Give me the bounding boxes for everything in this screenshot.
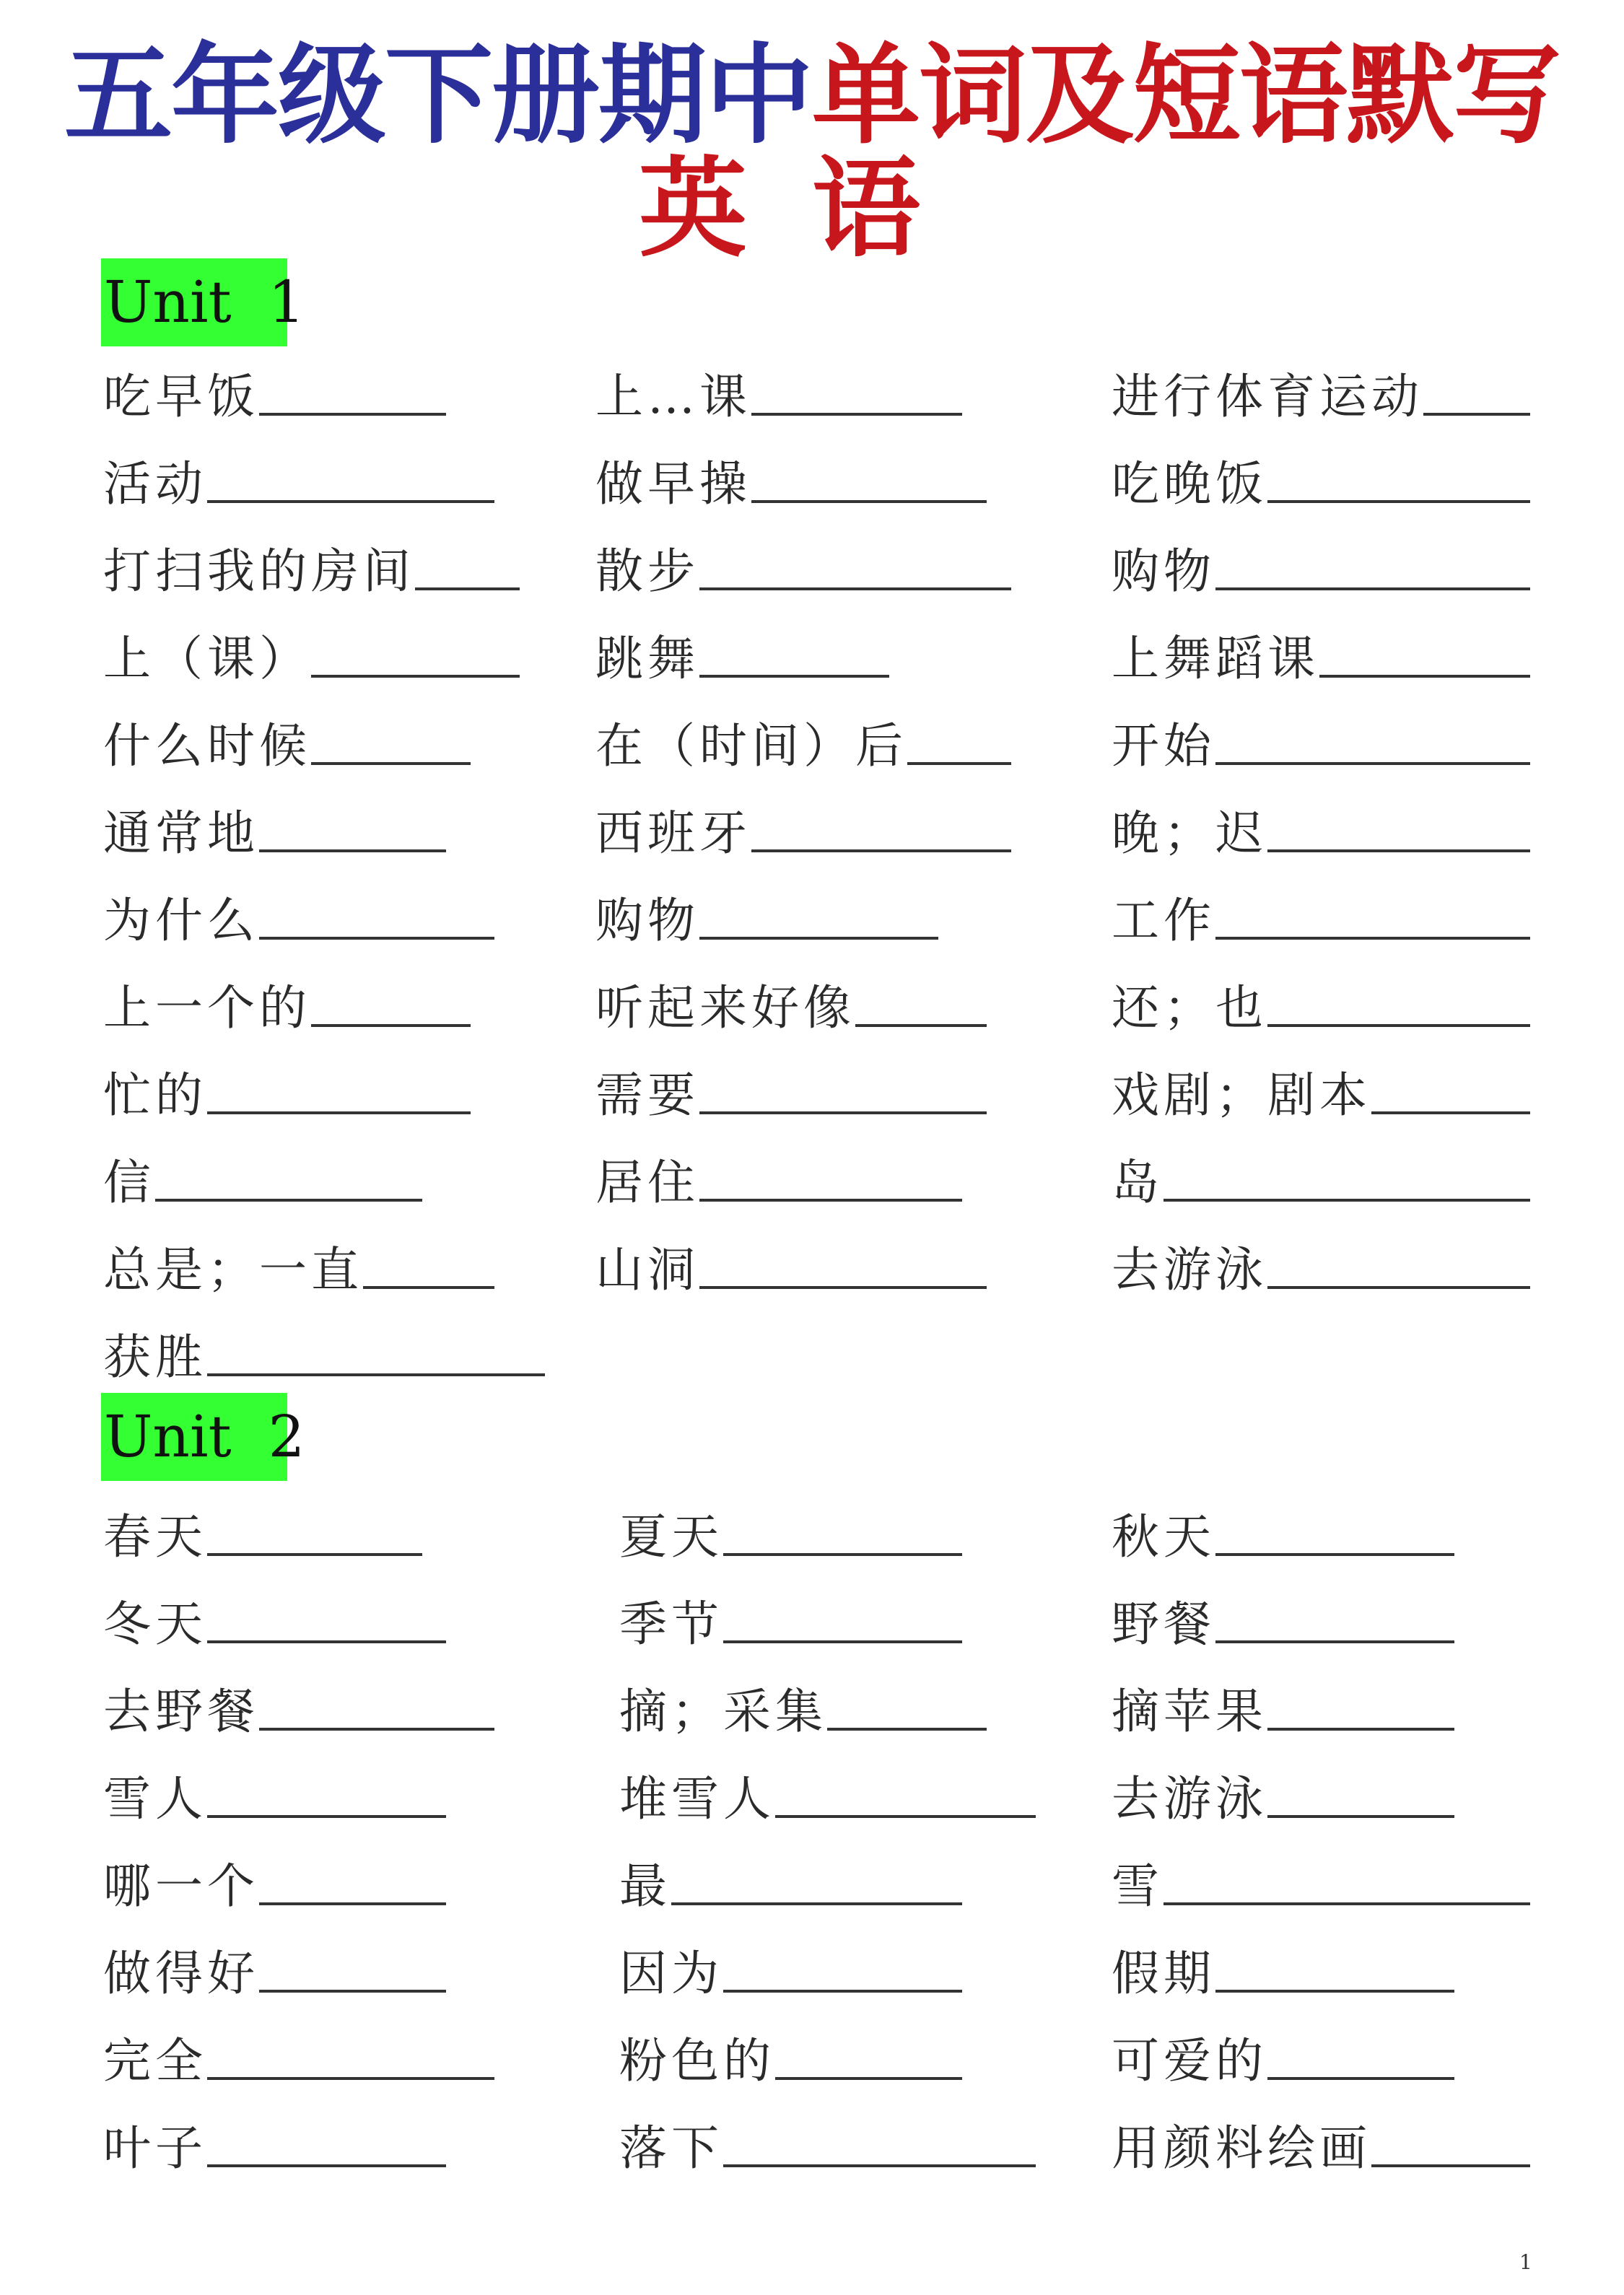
vocab-item [595, 1241, 987, 1299]
vocab-item [1112, 1241, 1530, 1299]
vocab-item [619, 1770, 1036, 1828]
vocab-item [595, 717, 1011, 775]
answer-blank[interactable] [1371, 2157, 1530, 2167]
answer-blank[interactable] [311, 1017, 471, 1027]
vocab-word: 落下 [619, 2120, 723, 2176]
vocab-item [103, 455, 494, 513]
vocab-word: 在（时间）后 [595, 718, 907, 774]
vocab-word: 上一个的 [103, 980, 311, 1036]
vocab-word: 做得好 [103, 1946, 259, 2001]
vocab-item [1112, 1770, 1454, 1828]
vocab-item [1112, 368, 1530, 426]
answer-blank[interactable] [699, 580, 1011, 590]
vocab-item [103, 1596, 446, 1653]
vocab-item [619, 1508, 962, 1566]
answer-blank[interactable] [699, 1279, 987, 1289]
vocab-item [619, 1858, 962, 1915]
vocab-word: 做早操 [595, 456, 751, 512]
vocab-item [619, 2032, 962, 2090]
vocab-item [1112, 1508, 1454, 1566]
vocab-item [103, 1945, 446, 2003]
vocab-word: 春天 [103, 1509, 207, 1565]
answer-blank[interactable] [723, 1983, 962, 1993]
page-title [0, 35, 1624, 157]
vocab-word: 山洞 [595, 1242, 699, 1298]
vocab-item [103, 1683, 494, 1741]
vocab-word: 最 [619, 1858, 671, 1914]
vocab-item [103, 1770, 446, 1828]
vocab-word: 需要 [595, 1067, 699, 1123]
vocab-item [1112, 717, 1530, 775]
vocab-word: 哪一个 [103, 1858, 259, 1914]
answer-blank[interactable] [699, 668, 889, 678]
unit-2-heading: Unit 2 [101, 1393, 287, 1481]
vocab-word: 购物 [595, 893, 699, 948]
vocab-word: 开始 [1112, 718, 1215, 774]
vocab-word: 总是；一直 [103, 1242, 363, 1298]
vocab-word: 夏天 [619, 1509, 723, 1565]
vocab-item [619, 1596, 962, 1653]
vocab-word: 上舞蹈课 [1112, 631, 1319, 686]
answer-blank[interactable] [1164, 1895, 1530, 1905]
vocab-item [103, 979, 471, 1037]
answer-blank[interactable] [723, 1633, 962, 1643]
vocab-item [1112, 1067, 1530, 1124]
vocab-word: 还；也 [1112, 980, 1267, 1036]
answer-blank[interactable] [671, 1895, 962, 1905]
vocab-word: 叶子 [103, 2120, 207, 2176]
vocab-word: 听起来好像 [595, 980, 855, 1036]
vocab-word: 进行体育运动 [1112, 369, 1423, 424]
answer-blank[interactable] [1267, 842, 1530, 852]
vocab-word: 粉色的 [619, 2033, 775, 2089]
answer-blank[interactable] [1215, 1546, 1454, 1556]
answer-blank[interactable] [1267, 2070, 1454, 2080]
vocab-item [595, 979, 987, 1037]
answer-blank[interactable] [775, 2070, 962, 2080]
answer-blank[interactable] [1215, 1983, 1454, 1993]
vocab-word: 野餐 [1112, 1596, 1215, 1652]
vocab-word: 通常地 [103, 805, 259, 861]
vocab-item [103, 1858, 446, 1915]
answer-blank[interactable] [259, 406, 446, 416]
answer-blank[interactable] [207, 1546, 422, 1556]
vocab-item [103, 1154, 422, 1212]
vocab-word: 去游泳 [1112, 1242, 1267, 1298]
vocab-item [595, 455, 987, 513]
vocab-item [595, 805, 1011, 862]
answer-blank[interactable] [699, 1104, 987, 1114]
answer-blank[interactable] [207, 1366, 545, 1376]
vocab-item [619, 2120, 1036, 2177]
vocab-word: 信 [103, 1155, 155, 1210]
vocab-word: 去野餐 [103, 1684, 259, 1739]
answer-blank[interactable] [751, 842, 1011, 852]
answer-blank[interactable] [155, 1192, 422, 1202]
answer-blank[interactable] [1267, 1279, 1530, 1289]
vocab-word: 打扫我的房间 [103, 543, 415, 599]
vocab-word: 工作 [1112, 893, 1215, 948]
vocab-item [1112, 979, 1530, 1037]
answer-blank[interactable] [1319, 668, 1530, 678]
vocab-item [1112, 1154, 1530, 1212]
answer-blank[interactable] [1423, 406, 1530, 416]
vocab-item [1112, 1596, 1454, 1653]
vocab-word: 雪人 [103, 1771, 207, 1827]
vocab-item [1112, 2032, 1454, 2090]
answer-blank[interactable] [699, 930, 938, 940]
vocab-item [103, 2120, 446, 2177]
answer-blank[interactable] [723, 2157, 1036, 2167]
vocab-item [1112, 455, 1530, 513]
page-subtitle: 英语 [638, 147, 985, 272]
vocab-word: 秋天 [1112, 1509, 1215, 1565]
vocab-word: 居住 [595, 1155, 699, 1210]
answer-blank[interactable] [827, 1721, 987, 1731]
vocab-word: 去游泳 [1112, 1771, 1267, 1827]
answer-blank[interactable] [207, 2070, 494, 2080]
vocab-word: 堆雪人 [619, 1771, 775, 1827]
answer-blank[interactable] [311, 668, 520, 678]
vocab-item [595, 1154, 962, 1212]
vocab-item [1112, 1683, 1454, 1741]
answer-blank[interactable] [1215, 930, 1530, 940]
vocab-word: 岛 [1112, 1155, 1164, 1210]
answer-blank[interactable] [207, 1104, 471, 1114]
answer-blank[interactable] [1267, 493, 1530, 503]
answer-blank[interactable] [415, 580, 520, 590]
vocab-word: 雪 [1112, 1858, 1164, 1914]
vocab-item [103, 630, 520, 688]
answer-blank[interactable] [1215, 1633, 1454, 1643]
vocab-word: 忙的 [103, 1067, 207, 1123]
vocab-word: 上…课 [595, 369, 751, 424]
vocab-item [103, 1241, 494, 1299]
vocab-item [595, 368, 962, 426]
answer-blank[interactable] [751, 493, 987, 503]
vocab-item [1112, 630, 1530, 688]
answer-blank[interactable] [855, 1017, 987, 1027]
answer-blank[interactable] [751, 406, 962, 416]
vocab-item [103, 2032, 494, 2090]
answer-blank[interactable] [907, 755, 1011, 765]
answer-blank[interactable] [207, 493, 494, 503]
answer-blank[interactable] [259, 1721, 494, 1731]
vocab-word: 季节 [619, 1596, 723, 1652]
vocab-item [103, 805, 446, 862]
answer-blank[interactable] [1371, 1104, 1530, 1114]
vocab-word: 晚；迟 [1112, 805, 1267, 861]
vocab-word: 购物 [1112, 543, 1215, 599]
answer-blank[interactable] [1267, 1017, 1530, 1027]
answer-blank[interactable] [1215, 755, 1530, 765]
vocab-word: 西班牙 [595, 805, 751, 861]
vocab-item [103, 892, 494, 950]
answer-blank[interactable] [259, 1983, 446, 1993]
answer-blank[interactable] [699, 1192, 962, 1202]
vocab-word: 什么时候 [103, 718, 311, 774]
vocab-item [103, 543, 520, 600]
answer-blank[interactable] [1215, 580, 1530, 590]
title-red-part: 单词及短语默写 [812, 33, 1560, 159]
vocab-item [595, 892, 938, 950]
vocab-word: 冬天 [103, 1596, 207, 1652]
vocab-item [619, 1683, 987, 1741]
answer-blank[interactable] [259, 842, 446, 852]
answer-blank[interactable] [259, 1895, 446, 1905]
vocab-item [595, 630, 889, 688]
answer-blank[interactable] [259, 930, 494, 940]
vocab-item [103, 368, 446, 426]
answer-blank[interactable] [207, 1808, 446, 1818]
vocab-item [1112, 805, 1530, 862]
title-blue-part: 五年级下册期中 [64, 33, 812, 159]
vocab-word: 活动 [103, 456, 207, 512]
vocab-item [103, 1329, 545, 1386]
answer-blank[interactable] [1267, 1808, 1454, 1818]
vocab-word: 可爱的 [1112, 2033, 1267, 2089]
vocab-word: 跳舞 [595, 631, 699, 686]
vocab-item [103, 1508, 422, 1566]
vocab-item [1112, 1945, 1454, 2003]
vocab-word: 完全 [103, 2033, 207, 2089]
vocab-word: 因为 [619, 1946, 723, 2001]
answer-blank[interactable] [1267, 1721, 1454, 1731]
answer-blank[interactable] [775, 1808, 1036, 1818]
vocab-word: 吃早饭 [103, 369, 259, 424]
vocab-item [1112, 892, 1530, 950]
vocab-word: 上（课） [103, 631, 311, 686]
vocab-item [103, 717, 471, 775]
vocab-item [103, 1067, 471, 1124]
vocab-word: 摘；采集 [619, 1684, 827, 1739]
vocab-word: 散步 [595, 543, 699, 599]
vocab-item [1112, 2120, 1530, 2177]
vocab-word: 为什么 [103, 893, 259, 948]
vocab-word: 获胜 [103, 1329, 207, 1385]
vocab-word: 摘苹果 [1112, 1684, 1267, 1739]
answer-blank[interactable] [207, 2157, 446, 2167]
vocab-word: 用颜料绘画 [1112, 2120, 1371, 2176]
vocab-word: 戏剧；剧本 [1112, 1067, 1371, 1123]
page-number: 1 [1519, 2250, 1532, 2274]
vocab-item [595, 1067, 987, 1124]
vocab-item [619, 1945, 962, 2003]
vocab-word: 吃晚饭 [1112, 456, 1267, 512]
answer-blank[interactable] [207, 1633, 446, 1643]
answer-blank[interactable] [723, 1546, 962, 1556]
answer-blank[interactable] [1164, 1192, 1530, 1202]
unit-1-heading: Unit 1 [101, 258, 287, 346]
vocab-item [1112, 1858, 1530, 1915]
answer-blank[interactable] [311, 755, 471, 765]
vocab-item [1112, 543, 1530, 600]
vocab-word: 假期 [1112, 1946, 1215, 2001]
answer-blank[interactable] [363, 1279, 494, 1289]
vocab-item [595, 543, 1011, 600]
